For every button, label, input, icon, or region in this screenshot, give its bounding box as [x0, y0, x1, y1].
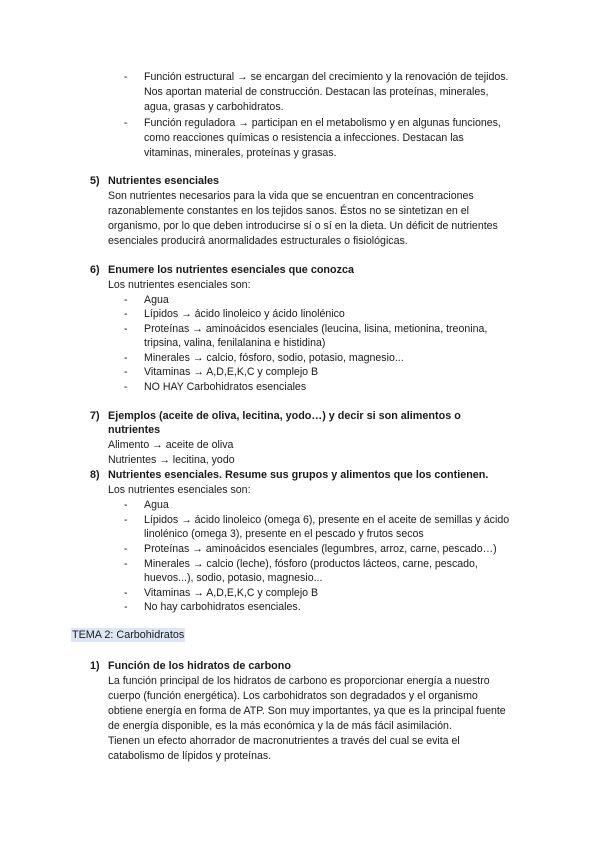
- list-item-text: agua, grasas y carbohidratos.: [144, 101, 284, 113]
- bullet-dash: -: [124, 352, 128, 364]
- list-item-text: Vitaminas → A,D,E,K,C y complejo B: [144, 366, 319, 378]
- paragraph-line: esenciales producirá anormalidades estructurales o fisiológicas.: [108, 235, 408, 247]
- bullet-dash: -: [124, 366, 128, 378]
- bullet-dash: -: [124, 381, 128, 393]
- section-number: 7): [90, 410, 100, 422]
- list-item-text: Función estructural → se encargan del crecimiento y la renovación de tejidos.: [144, 71, 509, 83]
- list-item-text: Función reguladora → participan en el metabolismo y en algunas funciones,: [144, 117, 501, 129]
- list-item-text: huevos...), sodio, potasio, magnesio...: [144, 572, 323, 584]
- paragraph-line: La función principal de los hidratos de carbono es proporcionar energía a nuestro: [108, 675, 490, 687]
- bullet-dash: -: [124, 71, 128, 83]
- bullet-dash: -: [124, 587, 128, 599]
- section-number: 8): [90, 469, 100, 481]
- section-title: Enumere los nutrientes esenciales que conozca: [108, 264, 355, 276]
- paragraph-line: razonablemente constantes en los tejidos sanos. Éstos no se sintetizan en el: [108, 205, 469, 217]
- list-item-text: tripsina, valina, fenilalanina e histidina): [144, 337, 326, 349]
- list-item-text: vitaminas, minerales, proteínas y grasas.: [144, 147, 337, 159]
- list-item-text: No hay carbohidratos esenciales.: [144, 601, 301, 613]
- bullet-dash: -: [124, 514, 128, 526]
- tema-heading: TEMA 2: Carbohidratos: [72, 629, 185, 641]
- list-item-text: como reacciones químicas o resistencia a infecciones. Destacan las: [144, 132, 464, 144]
- bullet-dash: -: [124, 294, 128, 306]
- list-item-text: Minerales → calcio (leche), fósforo (productos lácteos, carne, pescado,: [144, 558, 478, 570]
- paragraph-line: Tienen un efecto ahorrador de macronutrientes a través del cual se evita el: [108, 735, 460, 747]
- section-title: Función de los hidratos de carbono: [108, 660, 291, 672]
- section-title: nutrientes: [108, 424, 161, 436]
- section-title: Nutrientes esenciales. Resume sus grupos y alimentos que los contienen.: [108, 469, 489, 481]
- bullet-dash: -: [124, 601, 128, 613]
- bullet-dash: -: [124, 543, 128, 555]
- paragraph-line: catabolismo de lípidos y proteínas.: [108, 750, 272, 762]
- list-item-text: Nos aportan material de construcción. Destacan las proteínas, minerales,: [144, 86, 489, 98]
- section-number: 1): [90, 660, 100, 672]
- list-item-text: Agua: [144, 294, 169, 306]
- list-item-text: Minerales → calcio, fósforo, sodio, potasio, magnesio...: [144, 352, 404, 364]
- list-item-text: Lípidos → ácido linoleico (omega 6), presente en el aceite de semillas y ácido: [144, 514, 510, 526]
- bullet-dash: -: [124, 117, 128, 129]
- list-item-text: Vitaminas → A,D,E,K,C y complejo B: [144, 587, 319, 599]
- example-line: Nutrientes → lecitina, yodo: [108, 454, 235, 466]
- section-title: Nutrientes esenciales: [108, 175, 220, 187]
- bullet-dash: -: [124, 499, 128, 511]
- example-line: Alimento → aceite de oliva: [108, 439, 234, 451]
- list-item-text: linolénico (omega 3), presente en el pescado y frutos secos: [144, 528, 424, 540]
- list-item-text: NO HAY Carbohidratos esenciales: [144, 381, 307, 393]
- bullet-dash: -: [124, 323, 128, 335]
- list-item-text: Proteínas → aminoácidos esenciales (legumbres, arroz, carne, pescado…): [144, 543, 497, 555]
- paragraph-line: Son nutrientes necesarios para la vida que se encuentran en concentraciones: [108, 190, 474, 202]
- list-item-text: Agua: [144, 499, 169, 511]
- paragraph-line: de energía disponible, es la más económica y la de más fácil asimilación.: [108, 720, 452, 732]
- paragraph-line: cuerpo (función energética). Los carbohidratos son degradados y el organismo: [108, 690, 478, 702]
- bullet-dash: -: [124, 308, 128, 320]
- list-intro: Los nutrientes esenciales son:: [108, 279, 251, 291]
- list-item-text: Proteínas → aminoácidos esenciales (leucina, lisina, metionina, treonina,: [144, 323, 488, 335]
- paragraph-line: organismo, por lo que deben introducirse sí o sí en la dieta. Un déficit de nutrientes: [108, 220, 498, 232]
- bullet-dash: -: [124, 558, 128, 570]
- list-item-text: Lípidos → ácido linoleico y ácido linolénico: [144, 308, 345, 320]
- section-number: 6): [90, 264, 100, 276]
- paragraph-line: obtiene energía en forma de ATP. Son muy importantes, ya que es la principal fuente: [108, 705, 506, 717]
- list-intro: Los nutrientes esenciales son:: [108, 484, 251, 496]
- section-number: 5): [90, 175, 100, 187]
- section-title: Ejemplos (aceite de oliva, lecitina, yodo…) y decir si son alimentos o: [108, 410, 461, 422]
